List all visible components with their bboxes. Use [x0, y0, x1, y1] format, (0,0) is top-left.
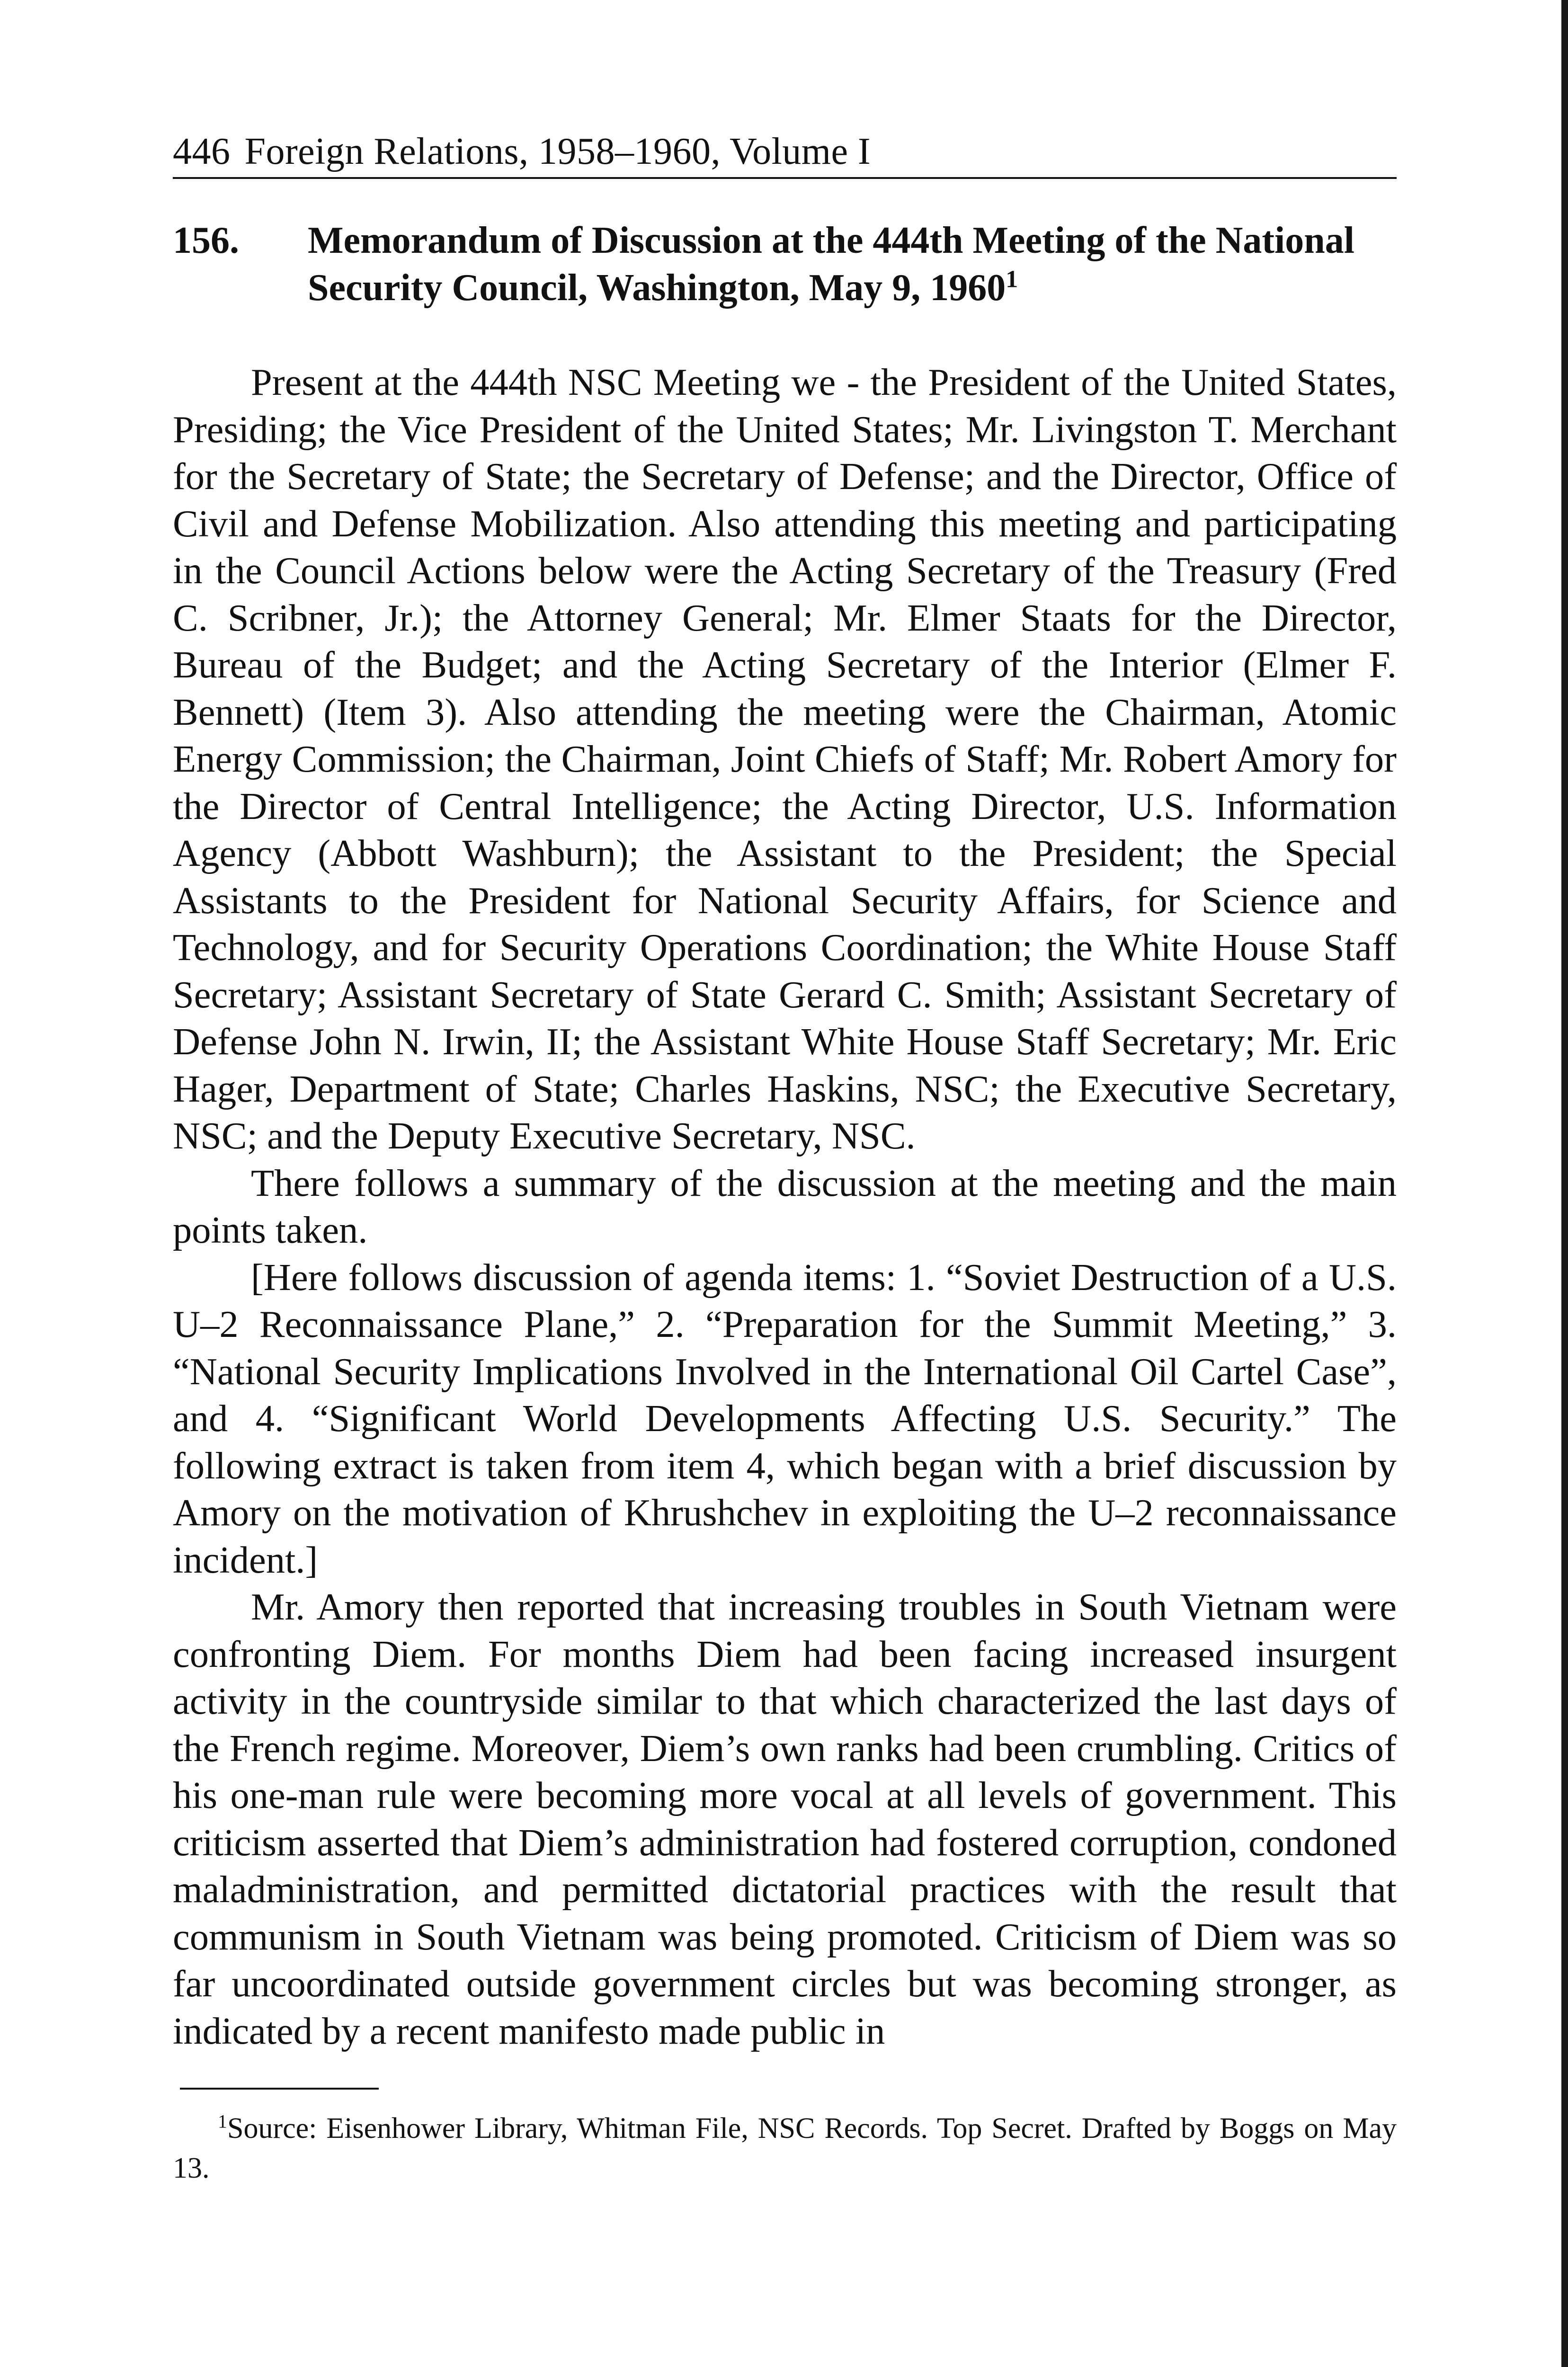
footnote-text: Source: Eisenhower Library, Whitman File, NSC Records. Top Secret. Drafted by Boggs on May 13. — [173, 2112, 1397, 2184]
footnote-divider — [180, 2088, 379, 2090]
document-title-block — [308, 217, 1397, 311]
page-number: 446 — [173, 131, 231, 172]
paragraph-summary-note: There follows a summary of the discussion at the meeting and the main points taken. — [173, 1162, 1397, 1251]
document-number: 156. — [173, 220, 239, 261]
footnote-marker: 1 — [218, 2110, 227, 2132]
document-title: Memorandum of Discussion at the 444th Meeting of the National Security Council, Washington, May 9, 1960 — [308, 220, 1354, 309]
volume-title: Foreign Relations, 1958–1960, Volume I — [244, 131, 871, 172]
book-page — [173, 128, 1397, 2188]
paragraph-attendees: Present at the 444th NSC Meeting we - the President of the United States, Presiding; the Vice President of the United States; Mr. Livingston T. Merchant for the Secretary of State; the Secretary of Defense; and the Director, Office of Civil and Defense Mobilization. Also attending this meeting and participating in the Council Actions below were the Acting Secretary of the Treasury (Fred C. Scribner, Jr.); the Attorney General; Mr. Elmer Staats for the Director, Bureau of the Budget; and the Acting Secretary of the Interior (Elmer F. Bennett) (Item 3). Also attending the meeting were the Chairman, Atomic Energy Commission; the Chairman, Joint Chiefs of Staff; Mr. Robert Amory for the Director of Central Intelligence; the Acting Director, U.S. Information Agency (Abbott Washburn); the Assistant to the President; the Special Assistants to the President for National Security Affairs, for Science and Technology, and for Security Operations Coordination; the White House Staff Secretary; Assistant Secretary of State Gerard C. Smith; Assistant Secretary of Defense John N. Irwin, II; the Assistant White House Staff Secretary; Mr. Eric Hager, Department of State; Charles Haskins, NSC; the Executive Secretary, NSC; and the Deputy Executive Secretary, NSC. — [173, 361, 1397, 1157]
footnote — [173, 2109, 1397, 2188]
running-head — [173, 128, 1397, 179]
document-heading — [173, 217, 1397, 311]
scan-border — [1561, 0, 1568, 2367]
body-text — [173, 359, 1397, 2055]
paragraph-editorial-note: [Here follows discussion of agenda items: 1. “Soviet Destruction of a U.S. U–2 Reconnaissance Plane,” 2. “Preparation for the Summit Meeting,” 3. “National Security Implications Involved in the International Oil Cartel Case”, and 4. “Significant World Developments Affecting U.S. Security.” The following extract is taken from item 4, which began with a brief discussion by Amory on the motivation of Khrushchev in exploiting the U–2 reconnaissance incident.] — [173, 1256, 1397, 1581]
footnote-reference: 1 — [1006, 266, 1018, 293]
paragraph-vietnam-report: Mr. Amory then reported that increasing troubles in South Vietnam were confronting Diem. For months Diem had been facing increased insurgent activity in the countryside similar to that which characterized the last days of the French regime. Moreover, Diem’s own ranks had been crumbling. Critics of his one-man rule were becoming more vocal at all levels of government. This criticism asserted that Diem’s administration had fostered corruption, condoned maladministration, and permitted dictatorial practices with the result that communism in South Vietnam was being promoted. Criticism of Diem was so far uncoordinated outside government circles but was becoming stronger, as indicated by a recent manifesto made public in — [173, 1586, 1397, 2052]
